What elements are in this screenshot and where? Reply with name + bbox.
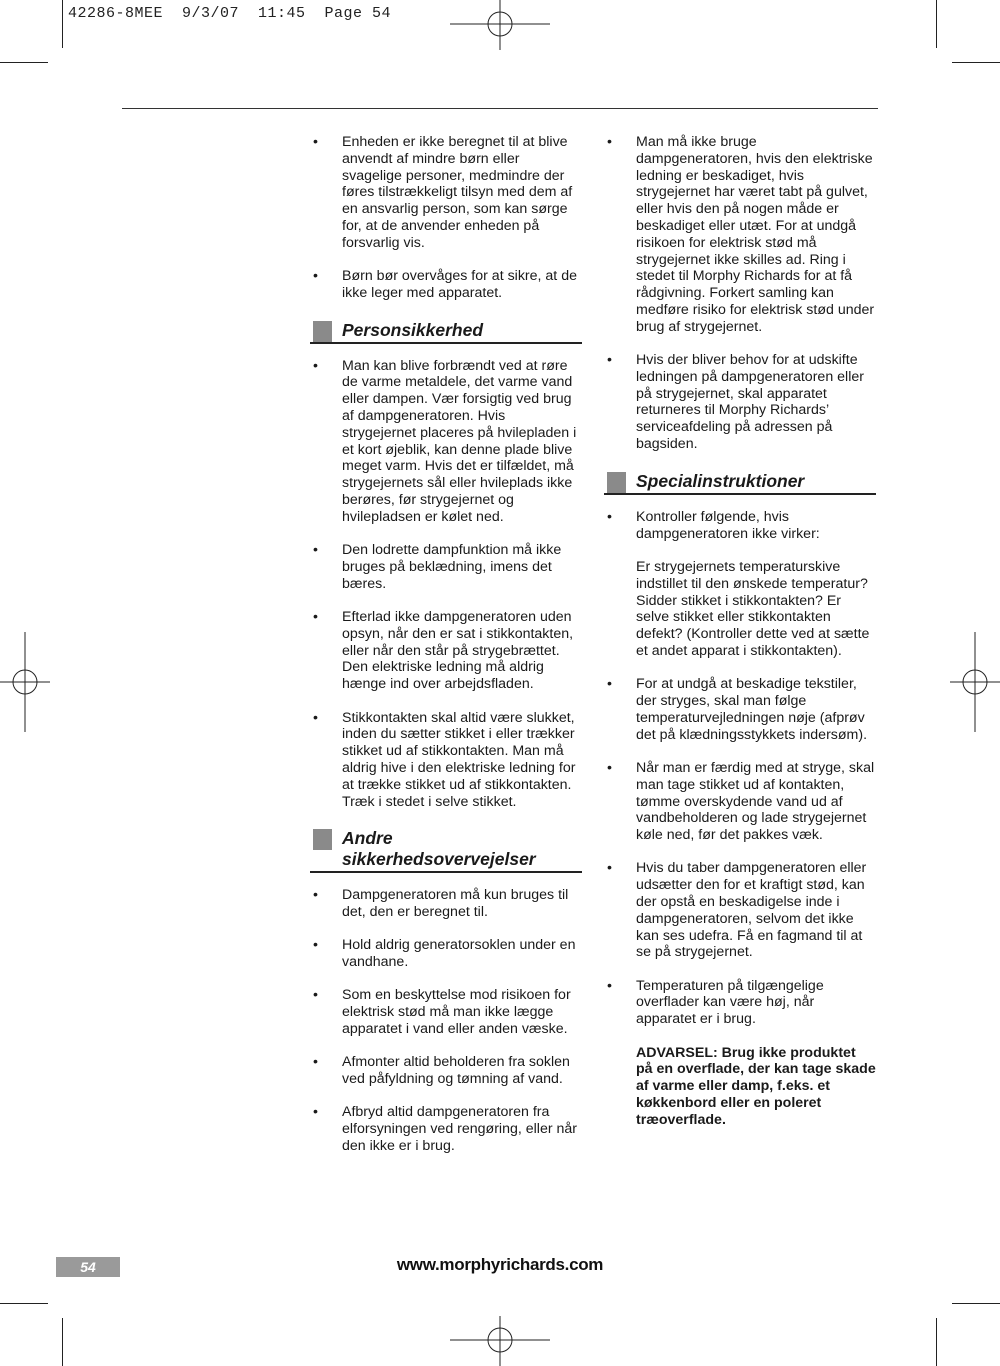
crop-mark [952,1303,1000,1304]
crop-mark [936,1318,937,1366]
bullet-item [604,978,876,1129]
crop-mark [952,62,1000,63]
bullet-dot-icon: • [607,977,612,994]
registration-mark-icon [0,632,50,732]
bullet-item [310,987,582,1037]
section-heading-text: Specialinstruktioner [636,470,805,491]
bullet-dot-icon: • [607,134,612,150]
bullet-dot-icon: • [607,508,612,525]
page-number: 54 [80,1259,96,1275]
bullet-item [310,1104,582,1154]
bullet-text: Dampgeneratoren må kun bruges til det, den er beregnet til. [342,887,569,921]
crop-mark [62,1318,63,1366]
section-heading [310,320,582,344]
bullet-dot-icon: • [313,937,318,954]
bullet-dot-icon: • [313,357,318,374]
bullet-dot-icon: • [607,676,612,693]
section-heading [310,828,582,873]
bullet-text: Hvis du taber dampgeneratoren eller udsætter den for et kraftigt stød, kan der opstå en beskadigelse inde i dampgeneratoren, selvom det ikke kan ses udefra. Få en fagmand til at se på strygejernet. [636,860,867,961]
crop-mark [0,1303,48,1304]
crop-mark [936,0,937,48]
crop-mark [0,62,48,63]
bullet-text: Den lodrette dampfunktion må ikke bruges på beklædning, imens det bæres. [342,542,562,592]
top-rule [122,108,878,109]
left-column [310,134,582,1171]
bullet-text: Efterlad ikke dampgeneratoren uden opsyn, når den er sat i stikkontakten, eller når den står på strygebrættet. Den elektriske ledning må aldrig hænge ind over arbejdsfladen. [342,609,574,693]
bullet-item [310,937,582,971]
bullet-text: Kontroller følgende, hvis dampgeneratoren ikke virker: [636,508,820,542]
page-number-tab [56,1257,120,1277]
heading-square-icon [313,829,332,850]
heading-square-icon [313,321,332,342]
bullet-text: For at undgå at beskadige tekstiler, der stryges, skal man følge temperaturvejledningen nøje (afprøv det på klædningsstykkets indersøm). [636,676,868,743]
section-heading-text: Andre sikkerhedsovervejelser [342,828,536,870]
bullet-item [310,710,582,811]
registration-mark-icon [950,632,1000,732]
bullet-text: Afbryd altid dampgeneratoren fra elforsyningen ved rengøring, eller når den ikke er i brug. [342,1104,578,1155]
footer-url: www.morphyrichards.com [396,1255,604,1274]
bullet-item [604,134,876,336]
bullet-item [604,509,876,660]
bullet-text: Hold aldrig generatorsoklen under en vandhane. [342,937,576,971]
bullet-text: Man må ikke bruge dampgeneratoren, hvis den elektriske ledning er beskadiget, hvis strygejernet har været tabt på gulvet, eller hvis den på nogen måde er beskadiget eller utæt. For at undgå risikoen for elektrisk stød må strygejernet ikke skilles ad. Ring i stedet til Morphy Richards for at få rådgivning. Forkert samling kan medføre risiko for elektrisk stød under brug af strygejernet. [636,134,875,335]
bullet-text: Man kan blive forbrændt ved at røre de varme metaldele, det varme vand eller dampen. Vær forsigtig ved brug af dampgeneratoren. Hvis strygejernet placeres på hvilepladen i et kort øjeblik, kan denne plade blive meget varm. Hvis det er tilfældet, må strygejernets sål eller hvileplads ikke berøres, før strygejernet og hvilepladsen er kølet ned. [342,357,577,525]
registration-mark-icon [450,0,550,50]
bullet-text: Når man er færdig med at stryge, skal man tage stikket ud af kontakten, tømme overskydende vand ud af vandbeholderen og lade strygejernet køle ned, før det pakkes væk. [636,759,875,844]
bullet-item [310,134,582,252]
bullet-dot-icon: • [607,860,612,877]
registration-mark-icon [450,1316,550,1366]
bullet-item [310,887,582,921]
bullet-dot-icon: • [313,887,318,904]
bullet-text: Hvis der bliver behov for at udskifte ledningen på dampgeneratoren eller på strygejernet, skal apparatet returneres til Morphy Richards’ serviceafdeling på adressen på bagsiden. [636,352,864,453]
bullet-item [604,860,876,961]
bullet-text: Stikkontakten skal altid være slukket, inden du sætter stikket i eller trækker stikket ud af stikkontakten. Man må aldrig hive i den elektriske ledning for at trække stikket ud af stikkontakten. Træk i stedet i selve stikket. [342,709,576,810]
bullet-item [604,352,876,453]
bullet-text: Enheden er ikke beregnet til at blive anvendt af mindre børn eller svagelige personer, medmindre der føres tilstrækkeligt tilsyn med dem af en ansvarlig person, som kan sørge for, at de anvender enheden på forsvarlig vis. [342,134,573,251]
bullet-dot-icon: • [607,759,612,776]
right-column [604,134,876,1145]
bullet-item [310,268,582,302]
heading-square-icon [607,472,626,493]
bullet-item [604,760,876,844]
bullet-item [310,1054,582,1088]
bullet-dot-icon: • [313,1054,318,1071]
bullet-item [310,542,582,592]
bullet-dot-icon: • [313,134,318,150]
bullet-text: Afmonter altid beholderen fra soklen ved påfyldning og tømning af vand. [342,1054,570,1088]
section-heading [604,471,876,495]
bullet-text: Er strygejernets temperaturskive indstillet til den ønskede temperatur? Sidder stikket i stikkontakten? Er selve stikket eller stikkontakten defekt? (Kontroller dette ved at sætte et andet apparat i stikkontakten). [636,558,870,659]
bullet-dot-icon: • [313,1104,318,1121]
bullet-item [310,358,582,526]
bullet-dot-icon: • [607,352,612,369]
bullet-text: Børn bør overvåges for at sikre, at de ikke leger med apparatet. [342,268,577,301]
bullet-text: Temperaturen på tilgængelige overflader kan være høj, når apparatet er i brug. [636,977,824,1028]
bullet-dot-icon: • [313,709,318,726]
bullet-item [310,609,582,693]
bullet-dot-icon: • [313,987,318,1004]
bullet-dot-icon: • [313,268,318,285]
print-slug: 42286-8MEE 9/3/07 11:45 Page 54 [68,5,392,22]
bullet-dot-icon: • [313,609,318,626]
warning-text: ADVARSEL: Brug ikke produktet på en overflade, der kan tage skade af varme eller damp, f.eks. et køkkenbord eller en poleret træoverflade. [636,1044,876,1128]
crop-mark [62,0,63,48]
bullet-dot-icon: • [313,542,318,559]
bullet-item [604,676,876,743]
section-heading-text: Personsikkerhed [342,319,484,340]
bullet-text: Som en beskyttelse mod risikoen for elektrisk stød må man ikke lægge apparatet i vand eller anden væske. [342,987,571,1038]
